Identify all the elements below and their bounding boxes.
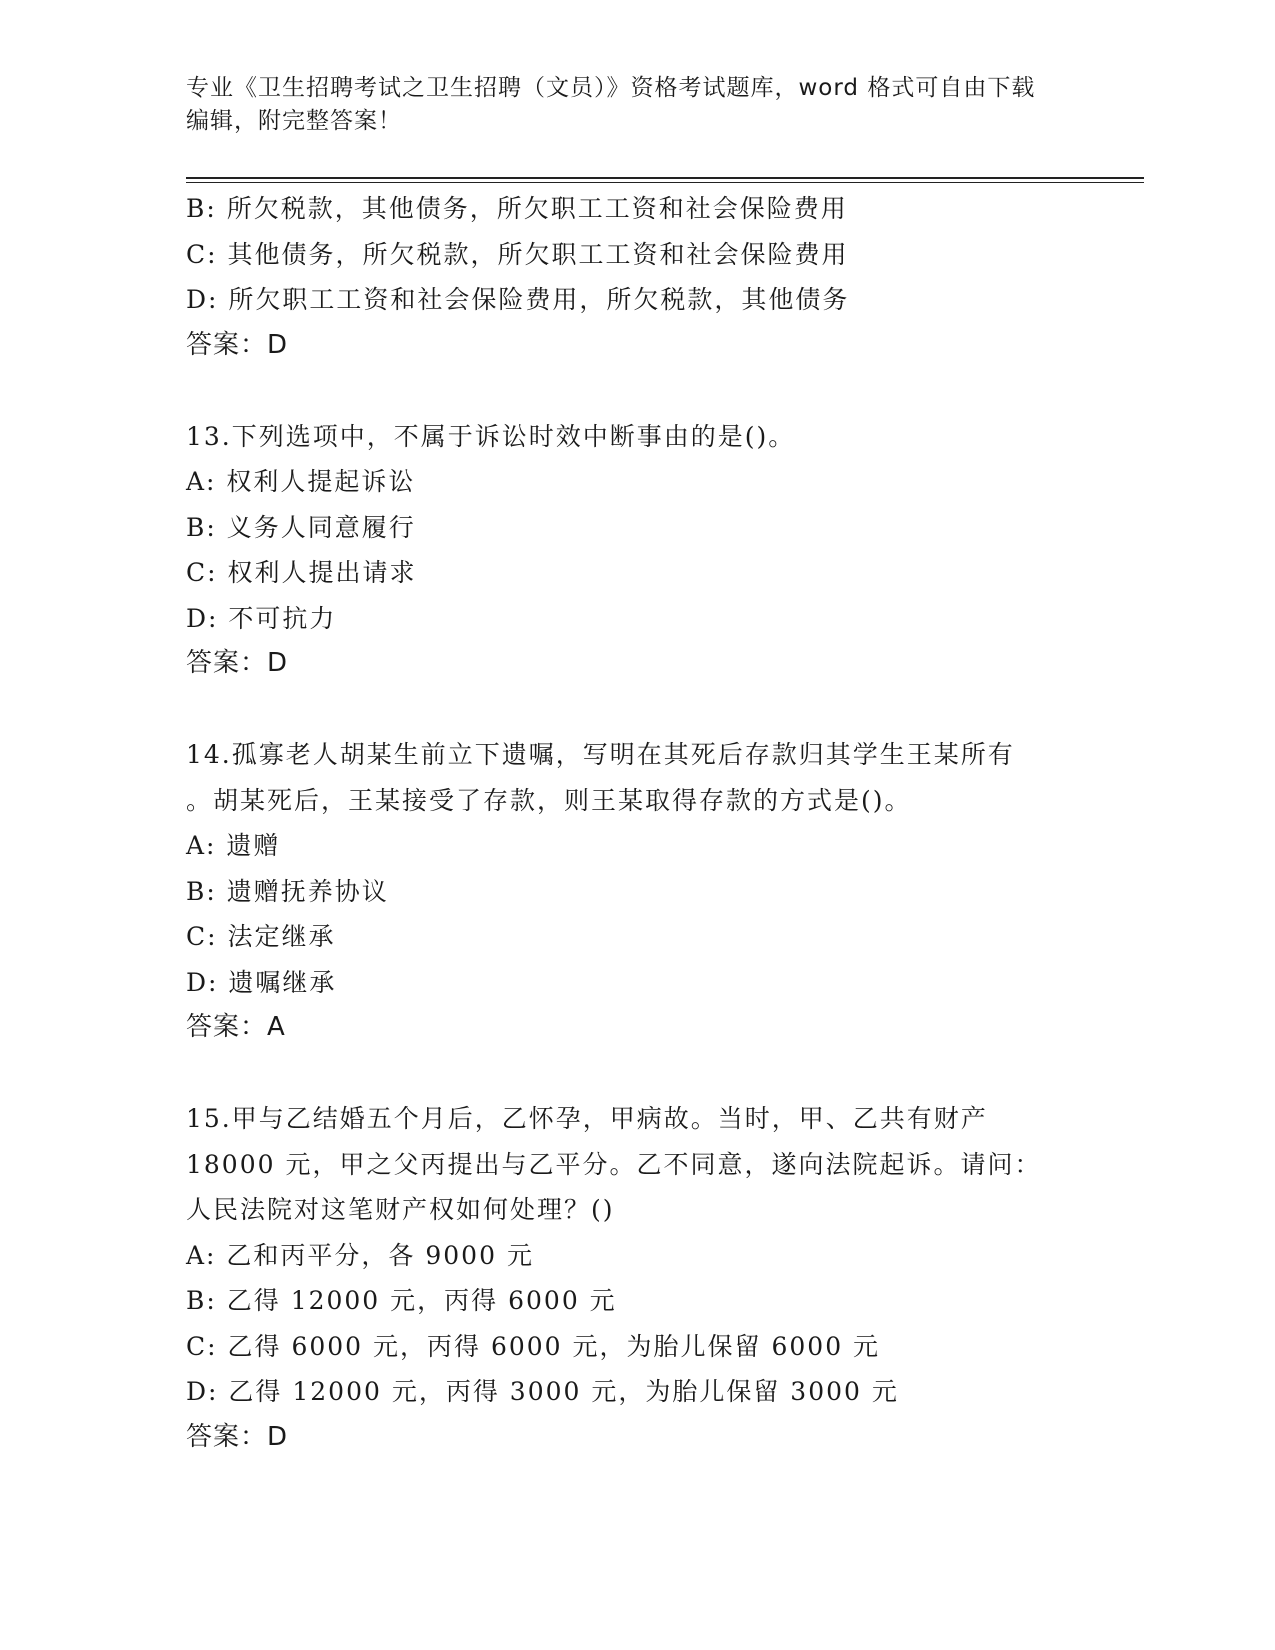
question-text-line-1: 15.甲与乙结婚五个月后，乙怀孕，甲病故。当时，甲、乙共有财产 — [186, 1104, 988, 1133]
option-c: C: 其他债务，所欠税款，所欠职工工资和社会保险费用 — [186, 239, 849, 269]
question-text-line-3: 人民法院对这笔财产权如何处理？() — [186, 1195, 615, 1224]
question-14-block — [186, 732, 1086, 1051]
question-12-block — [186, 186, 1086, 368]
question-15-block — [186, 1096, 1086, 1460]
option-d: D: 所欠职工工资和社会保险费用，所欠税款，其他债务 — [186, 285, 850, 314]
question-13-block — [186, 414, 1086, 687]
header-line-2: 编辑，附完整答案！ — [186, 108, 402, 134]
option-d: D: 遗嘱继承 — [186, 967, 337, 997]
option-c: C: 乙得 6000 元，丙得 6000 元，为胎儿保留 6000 元 — [186, 1331, 881, 1361]
spacer — [186, 1051, 1086, 1097]
option-a: A: 乙和丙平分，各 9000 元 — [186, 1240, 534, 1270]
header-divider-thick — [186, 177, 1144, 179]
answer-line: 答案：D — [186, 1421, 289, 1452]
option-b: B: 遗赠抚养协议 — [186, 876, 389, 906]
option-d: D: 乙得 12000 元，丙得 3000 元，为胎儿保留 3000 元 — [186, 1377, 899, 1406]
question-text-line-1: 14.孤寡老人胡某生前立下遗嘱，写明在其死后存款归其学生王某所有 — [186, 740, 1015, 769]
option-a: A: 遗赠 — [186, 831, 281, 860]
option-a: A: 权利人提起诉讼 — [186, 467, 416, 496]
option-b: B: 乙得 12000 元，丙得 6000 元 — [186, 1286, 617, 1315]
header-line-1: 专业《卫生招聘考试之卫生招聘（文员）》资格考试题库，word 格式可自由下载 — [186, 75, 1036, 101]
question-text-line-2: 。胡某死后，王某接受了存款，则王某取得存款的方式是()。 — [186, 785, 912, 815]
question-content — [186, 186, 1086, 1460]
option-d: D: 不可抗力 — [186, 603, 337, 633]
document-header — [186, 72, 1066, 138]
spacer — [186, 687, 1086, 733]
spacer — [186, 368, 1086, 414]
question-text-line-2: 18000 元，甲之父丙提出与乙平分。乙不同意，遂向法院起诉。请问： — [186, 1149, 1042, 1179]
option-c: C: 法定继承 — [186, 922, 336, 951]
option-c: C: 权利人提出请求 — [186, 558, 417, 587]
option-b: B: 义务人同意履行 — [186, 512, 416, 542]
question-text: 13.下列选项中，不属于诉讼时效中断事由的是()。 — [186, 421, 796, 451]
answer-line: 答案：A — [186, 1012, 286, 1042]
answer-line: 答案：D — [186, 329, 289, 360]
answer-line: 答案：D — [186, 648, 289, 678]
option-b: B: 所欠税款，其他债务，所欠职工工资和社会保险费用 — [186, 194, 848, 223]
header-divider-thin — [186, 182, 1144, 183]
